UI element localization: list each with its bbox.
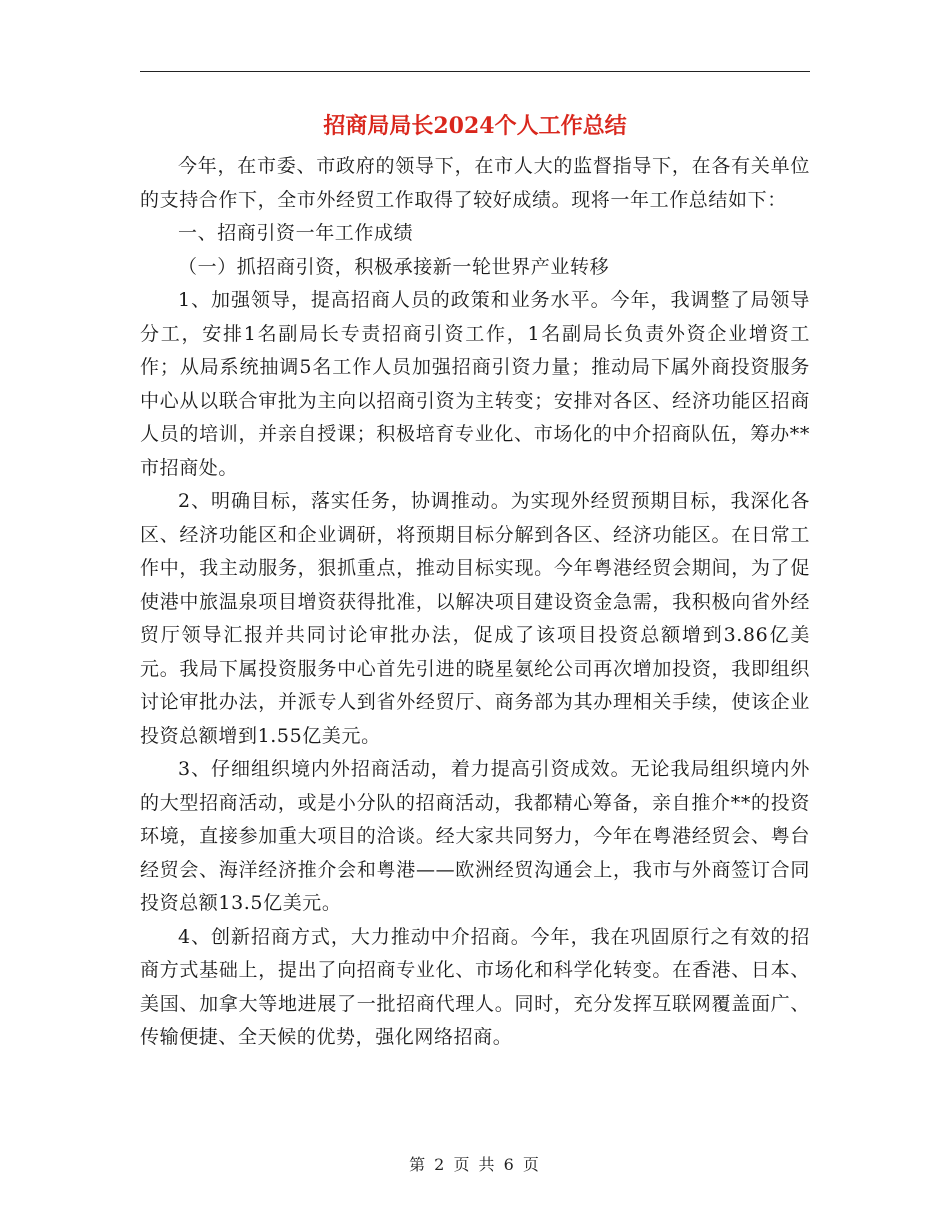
header-rule (140, 71, 810, 72)
body-paragraph: 3、仔细组织境内外招商活动，着力提高引资成效。无论我局组织境内外的大型招商活动，或是小分队的招商活动，我都精心筹备，亲自推介**的投资环境，直接参加重大项目的洽谈。经大家共同努力，今年在粤港经贸会、粤台经贸会、海洋经济推介会和粤港——欧洲经贸沟通会上，我市与外商签订合同投资总额13.5亿美元。 (140, 758, 810, 914)
body-paragraph: 2、明确目标，落实任务，协调推动。为实现外经贸预期目标，我深化各区、经济功能区和企业调研，将预期目标分解到各区、经济功能区。在日常工作中，我主动服务，狠抓重点，推动目标实现。今年粤港经贸会期间，为了促使港中旅温泉项目增资获得批准，以解决项目建设资金急需，我积极向省外经贸厅领导汇报并共同讨论审批办法，促成了该项目投资总额增到3.86亿美元。我局下属投资服务中心首先引进的晓星氨纶公司再次增加投资，我即组织讨论审批办法，并派专人到省外经贸厅、商务部为其办理相关手续，使该企业投资总额增到1.55亿美元。 (140, 490, 810, 747)
document-body (140, 150, 810, 1055)
page-number: 第 2 页 共 6 页 (409, 1155, 541, 1174)
body-paragraph: 1、加强领导，提高招商人员的政策和业务水平。今年，我调整了局领导分工，安排1名副局长专责招商引资工作，1名副局长负责外资企业增资工作；从局系统抽调5名工作人员加强招商引资力量；推动局下属外商投资服务中心从以联合审批为主向以招商引资为主转变；安排对各区、经济功能区招商人员的培训，并亲自授课；积极培育专业化、市场化的中介招商队伍，筹办**市招商处。 (140, 289, 810, 479)
subsection-heading: （一）抓招商引资，积极承接新一轮世界产业转移 (178, 255, 610, 278)
intro-paragraph: 今年，在市委、市政府的领导下，在市人大的监督指导下，在各有关单位的支持合作下，全市外经贸工作取得了较好成绩。现将一年工作总结如下： (140, 155, 810, 211)
document-title: 招商局局长2024个人工作总结 (323, 113, 627, 139)
section-heading: 一、招商引资一年工作成绩 (178, 222, 414, 244)
body-paragraph: 4、创新招商方式，大力推动中介招商。今年，我在巩固原行之有效的招商方式基础上，提出了向招商专业化、市场化和科学化转变。在香港、日本、美国、加拿大等地进展了一批招商代理人。同时，充分发挥互联网覆盖面广、传输便捷、全天候的优势，强化网络招商。 (140, 925, 810, 1048)
